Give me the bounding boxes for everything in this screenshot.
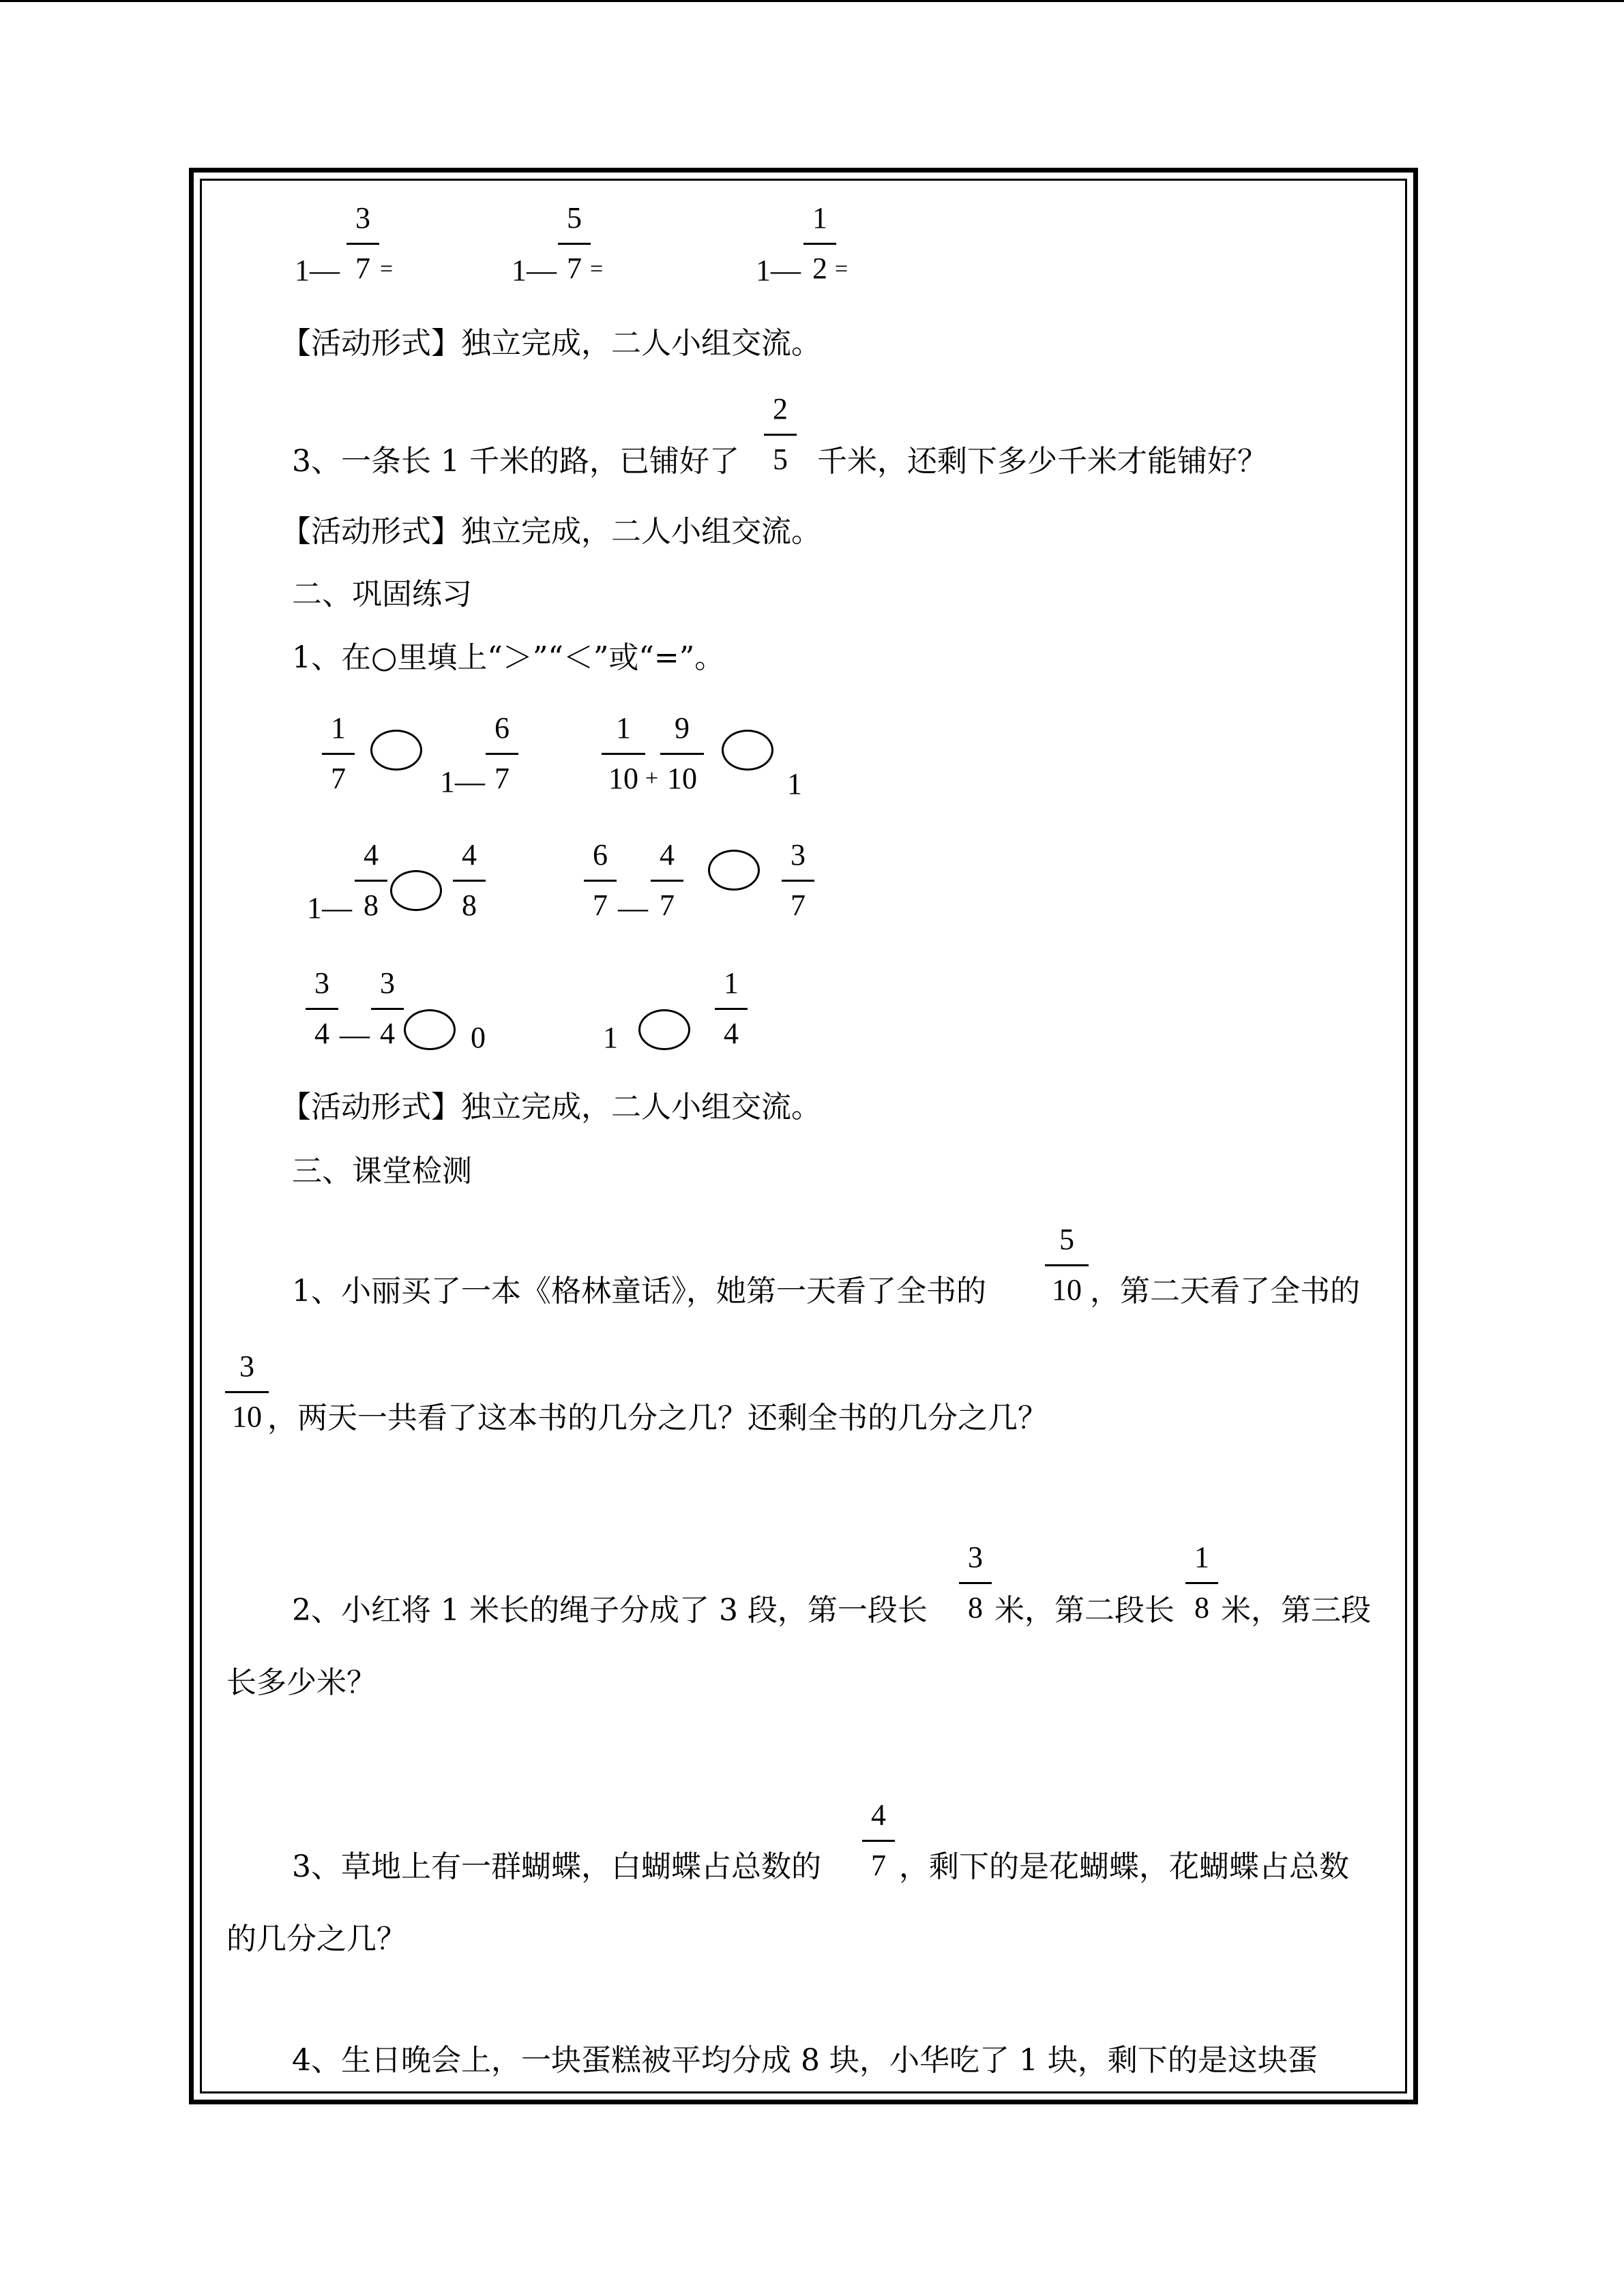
compare-instruction: 1、在○里填上“＞”“＜”或“=”。 <box>292 640 725 675</box>
compare-number: 1 <box>787 767 802 801</box>
activity-form-note: 【活动形式】独立完成，二人小组交流。 <box>281 326 821 361</box>
fraction: 2 5 <box>760 394 801 479</box>
minus-sign: — <box>618 891 648 925</box>
answer-circle[interactable] <box>638 1009 690 1050</box>
fraction: 9 10 <box>656 713 708 798</box>
equals-sign: = <box>590 256 604 282</box>
fraction: 1 4 <box>711 968 752 1053</box>
equals-sign: = <box>835 256 848 282</box>
answer-circle[interactable] <box>390 870 442 911</box>
problem-2-text: 米，第二段长 <box>994 1593 1175 1628</box>
fraction: 3 7 <box>778 840 818 925</box>
problem-2-text: 米，第三段 <box>1221 1593 1371 1628</box>
problem-1-text: ，两天一共看了这本书的几分之几？还剩全书的几分之几？ <box>267 1401 1048 1435</box>
fraction: 4 7 <box>858 1800 899 1885</box>
fraction: 6 7 <box>482 713 522 798</box>
fraction: 3 4 <box>367 968 408 1053</box>
activity-form-note: 【活动形式】独立完成，二人小组交流。 <box>281 1090 821 1124</box>
equals-sign: = <box>380 256 394 282</box>
road-question-text-end: 千米，还剩下多少千米才能铺好？ <box>817 444 1267 479</box>
answer-circle[interactable] <box>708 850 760 891</box>
section-title: 三、课堂检测 <box>292 1154 472 1189</box>
fraction: 5 10 <box>1041 1225 1093 1309</box>
problem-3-text: 的几分之几？ <box>226 1922 407 1956</box>
fraction: 1 8 <box>1181 1542 1222 1627</box>
fraction: 3 4 <box>301 968 342 1053</box>
fraction: 1 10 <box>597 713 649 798</box>
page-top-border <box>0 0 1624 2</box>
expr-prefix: 1— <box>440 765 485 799</box>
compare-number: 0 <box>471 1021 486 1054</box>
problem-2-text: 2、小红将 1 米长的绳子分成了 3 段，第一段长 <box>292 1593 928 1628</box>
fraction: 3 10 <box>221 1352 273 1436</box>
expr-prefix: 1— <box>295 254 340 287</box>
answer-circle[interactable] <box>404 1009 456 1050</box>
minus-sign: — <box>340 1018 370 1052</box>
answer-circle[interactable] <box>370 730 422 771</box>
plus-sign: + <box>645 766 659 791</box>
fraction: 3 8 <box>955 1542 996 1627</box>
fraction: 4 8 <box>449 840 490 925</box>
problem-2-text: 长多少米？ <box>226 1665 377 1700</box>
problem-1-text: 1、小丽买了一本《格林童话》，她第一天看了全书的 <box>292 1274 986 1309</box>
problem-3-text: 3、草地上有一群蝴蝶，白蝴蝶占总数的 <box>292 1849 821 1884</box>
expr-prefix: 1— <box>756 254 801 287</box>
problem-4-text: 4、生日晚会上，一块蛋糕被平均分成 8 块，小华吃了 1 块，剩下的是这块蛋 <box>292 2043 1318 2078</box>
fraction: 6 7 <box>580 840 621 925</box>
fraction: 4 7 <box>647 840 688 925</box>
expr-prefix: 1— <box>307 891 352 925</box>
fraction: 1 2 <box>799 203 840 288</box>
compare-number: 1 <box>603 1021 618 1054</box>
fraction: 5 7 <box>554 203 595 288</box>
fraction: 4 8 <box>351 840 392 925</box>
section-title: 二、巩固练习 <box>292 577 472 612</box>
problem-3-text: ，剩下的是花蝴蝶，花蝴蝶占总数 <box>899 1849 1349 1884</box>
fraction: 1 7 <box>318 713 359 798</box>
fraction: 3 7 <box>342 203 383 288</box>
problem-1-text: ，第二天看了全书的 <box>1090 1274 1360 1309</box>
activity-form-note: 【活动形式】独立完成，二人小组交流。 <box>281 514 821 549</box>
answer-circle[interactable] <box>722 730 773 771</box>
expr-prefix: 1— <box>512 254 557 287</box>
road-question-text: 3、一条长 1 千米的路，已铺好了 <box>292 444 739 479</box>
